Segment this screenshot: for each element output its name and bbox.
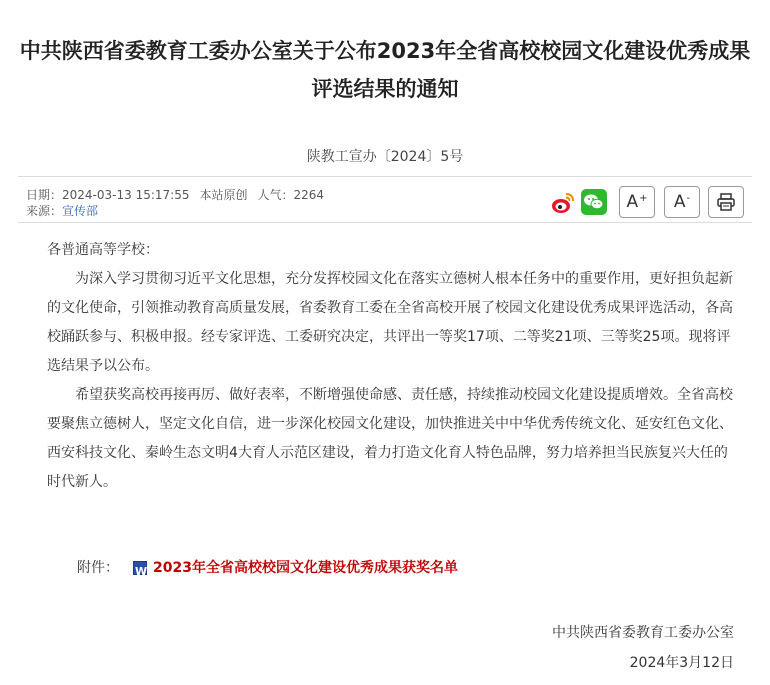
word-document-icon xyxy=(133,561,147,575)
attachment-row xyxy=(77,556,458,580)
date-value: 2024-03-13 15:17:55 xyxy=(62,188,190,202)
font-increase-sup: + xyxy=(639,192,648,204)
font-decrease-button[interactable] xyxy=(664,186,700,218)
signature-block xyxy=(552,618,734,678)
views-value: 2264 xyxy=(293,188,325,202)
source-label: 来源： xyxy=(26,204,63,218)
meta-date-line xyxy=(26,186,324,203)
signature-date: 2024年3月12日 xyxy=(629,655,734,671)
source-link[interactable]: 宣传部 xyxy=(62,204,99,218)
signature-org: 中共陕西省委教育工委办公室 xyxy=(552,625,734,641)
attachment-link[interactable]: 2023年全省高校校园文化建设优秀成果获奖名单 xyxy=(153,560,458,576)
article-title-line2: 评选结果的通知 xyxy=(311,77,459,101)
font-decrease-sup: - xyxy=(686,192,691,204)
font-increase-label: A xyxy=(626,192,639,212)
date-label: 日期： xyxy=(26,188,63,202)
share-wechat-icon[interactable] xyxy=(581,189,607,215)
font-increase-button[interactable] xyxy=(619,186,655,218)
article-title-line1: 中共陕西省委教育工委办公室关于公布2023年全省高校校园文化建设优秀成果 xyxy=(19,39,751,63)
article-body xyxy=(47,236,737,497)
meta-source-line xyxy=(26,202,98,219)
article-meta-bar xyxy=(18,176,752,223)
font-decrease-label: A xyxy=(673,192,686,212)
share-weibo-icon[interactable] xyxy=(551,191,575,215)
views-label: 人气： xyxy=(257,188,294,202)
printer-icon xyxy=(716,192,736,212)
article-title xyxy=(0,32,770,108)
origin-text: 本站原创 xyxy=(199,188,248,202)
print-button[interactable] xyxy=(708,186,744,218)
paragraph-2: 希望获奖高校再接再厉、做好表率，不断增强使命感、责任感，持续推动校园文化建设提质增效。全省高校要聚焦立德树人，坚定文化自信，进一步深化校园文化建设，加快推进关中中华优秀传统文化、延安红色文化、西安科技文化、秦岭生态文明4大育人示范区建设，着力打造文化育人特色品牌，努力培养担当民族复兴大任的时代新人。 xyxy=(47,387,733,490)
paragraph-1: 为深入学习贯彻习近平文化思想，充分发挥校园文化在落实立德树人根本任务中的重要作用，更好担负起新的文化使命，引领推动教育高质量发展，省委教育工委在全省高校开展了校园文化建设优秀成果评选活动，各高校踊跃参与、积极申报。经专家评选、工委研究决定，共评出一等奖17项、二等奖21项、三等奖25项。现将评选结果予以公布。 xyxy=(47,271,733,374)
salutation: 各普通高等学校： xyxy=(47,242,159,258)
document-number: 陕教工宣办〔2024〕5号 xyxy=(306,149,464,165)
attachment-label: 附件： xyxy=(77,560,119,576)
